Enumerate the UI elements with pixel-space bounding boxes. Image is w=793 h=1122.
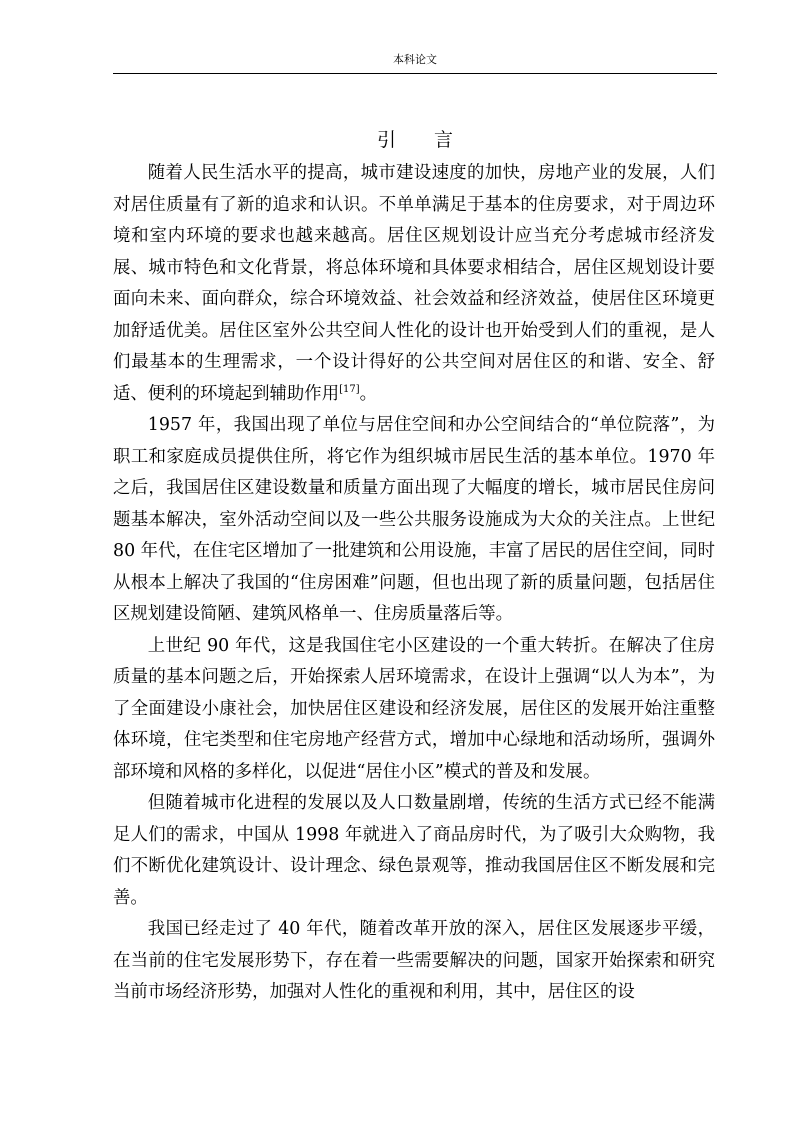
paragraph-5: 我国已经走过了 40 年代，随着改革开放的深入，居住区发展逐步平缓，在当前的住宅发展形势下，存在着一些需要解决的问题，国家开始探索和研究当前市场经济形势，加强对人性化的重视和利用，其中，居住区的设 xyxy=(113,919,715,1002)
paragraph-2: 1957 年，我国出现了单位与居住空间和办公空间结合的“单位院落”，为职工和家庭成员提供住所，将它作为组织城市居民生活的基本单位。1970 年之后，我国居住区建设数量和质量方面出现了大幅度的增长，城市居民住房问题基本解决，室外活动空间以及一些公共服务设施成为大众的关注点。上世纪 80 年代，在住宅区增加了一批建筑和公用设施，丰富了居民的居住空间，同时从根本上解决了我国的“住房困难”问题，但也出现了新的质量问题，包括居住区规划建设简陋、建筑风格单一、住房质量落后等。 xyxy=(113,415,715,624)
header-rule xyxy=(113,73,717,74)
paragraph-4: 但随着城市化进程的发展以及人口数量剧增，传统的生活方式已经不能满足人们的需求，中国从 1998 年就进入了商品房时代，为了吸引大众购物，我们不断优化建筑设计、设计理念、绿色景观等，推动我国居住区不断发展和完善。 xyxy=(113,793,715,908)
paragraph-3: 上世纪 90 年代，这是我国住宅小区建设的一个重大转折。在解决了住房质量的基本问题之后，开始探索人居环境需求，在设计上强调“以人为本”，为了全面建设小康社会，加快居住区建设和经济发展，居住区的发展开始注重整体环境，住宅类型和住宅房地产经营方式，增加中心绿地和活动场所，强调外部环境和风格的多样化，以促进“居住小区”模式的普及和发展。 xyxy=(113,635,715,782)
citation-marker: [17] xyxy=(339,383,360,395)
section-title: 引言 xyxy=(376,129,491,151)
paragraph-1 xyxy=(113,158,715,410)
running-header: 本科论文 xyxy=(393,53,437,66)
paragraph-1-text: 随着人民生活水平的提高，城市建设速度的加快，房地产业的发展，人们对居住质量有了新的追求和认识。不单单满足于基本的住房要求，对于周边环境和室内环境的要求也越来越高。居住区规划设计应当充分考虑城市经济发展、城市特色和文化背景，将总体环境和具体要求相结合，居住区规划设计要面向未来、面向群众，综合环境效益、社会效益和经济效益，使居住区环境更加舒适优美。居住区室外公共空间人性化的设计也开始受到人们的重视，是人们最基本的生理需求，一个设计得好的公共空间对居住区的和谐、安全、舒适、便利的环境起到辅助作用 xyxy=(113,163,715,404)
paragraph-1-tail: 。 xyxy=(359,383,378,404)
body-text xyxy=(113,158,715,1009)
